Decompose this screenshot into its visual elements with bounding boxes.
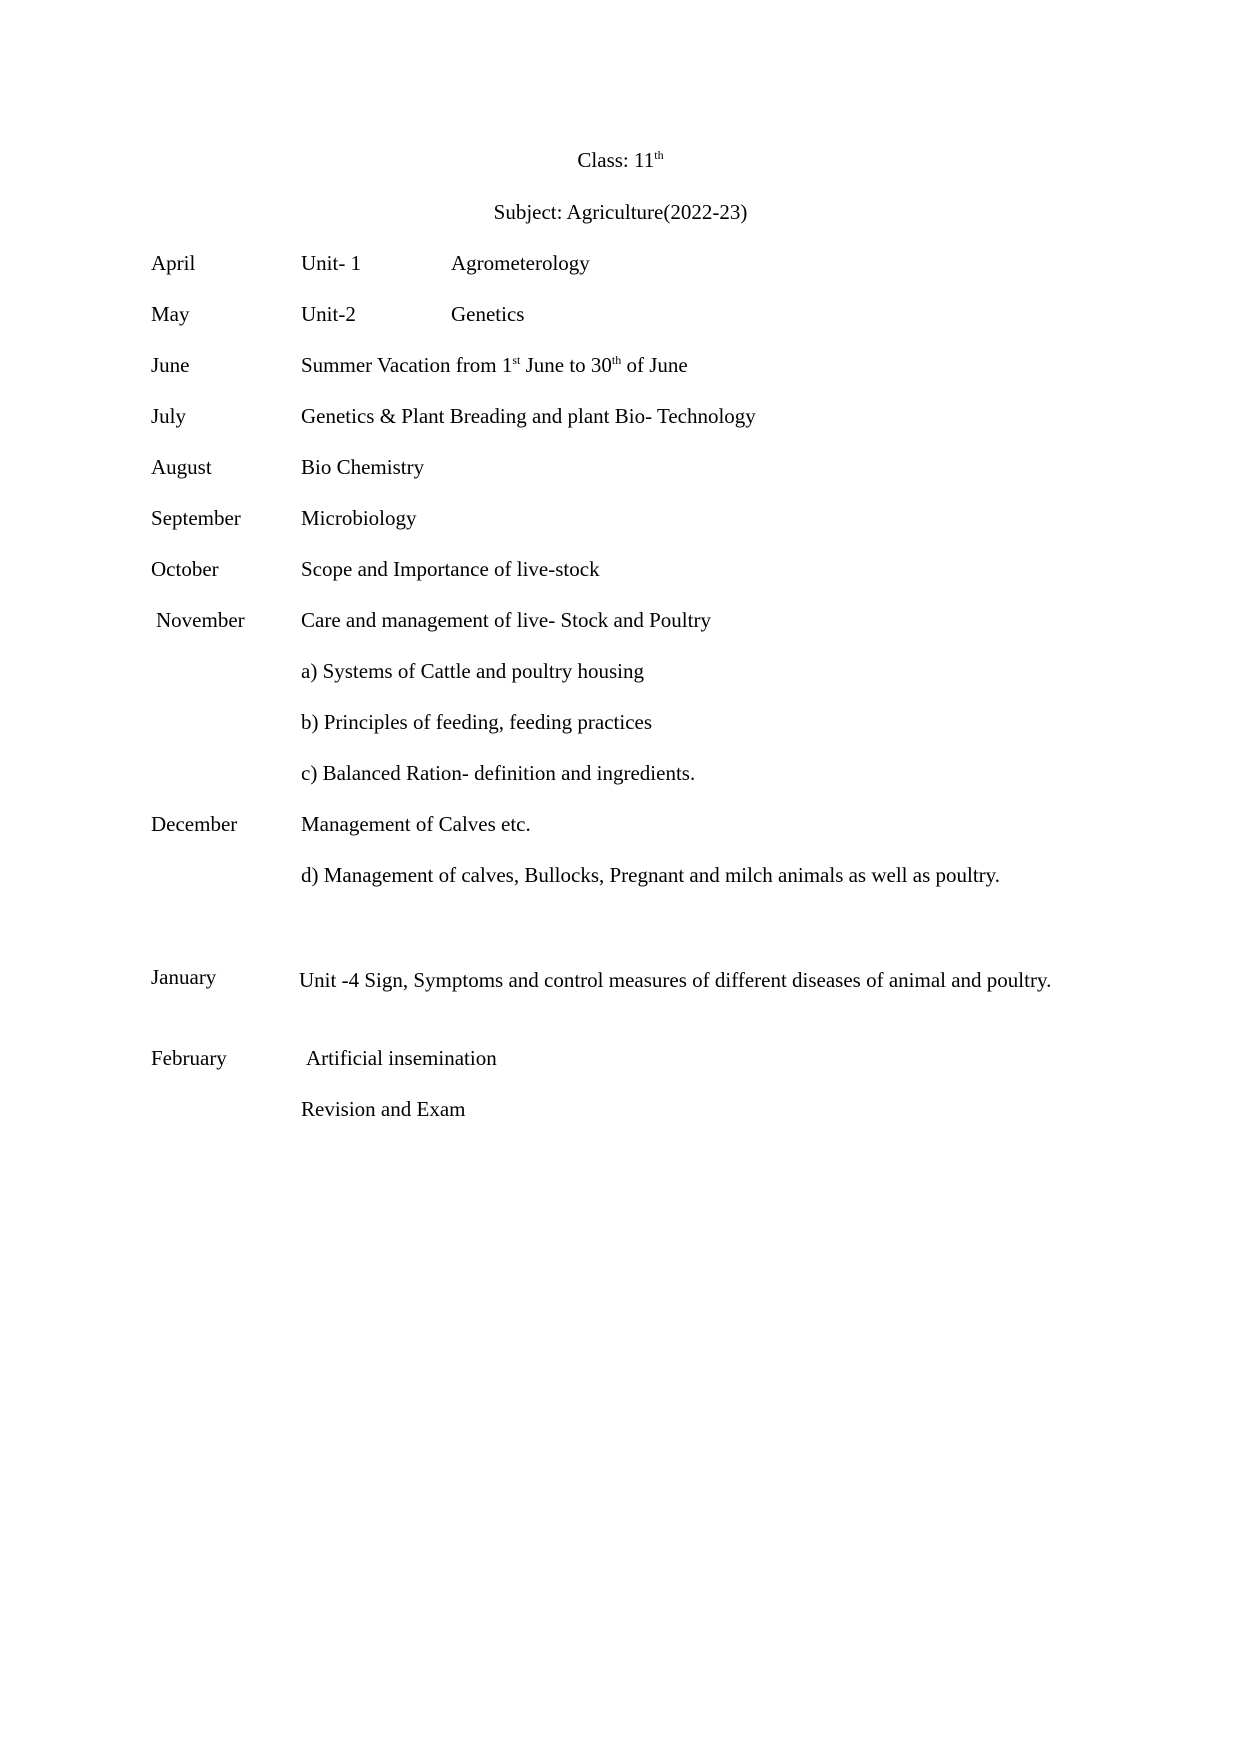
unit-label: Unit-2 — [301, 302, 356, 326]
topic-label: Agrometerology — [451, 251, 590, 275]
month-label: May — [151, 302, 190, 326]
month-label: November — [156, 608, 245, 632]
topic-text: Revision and Exam — [301, 1097, 466, 1121]
topic-text: Scope and Importance of live-stock — [301, 557, 600, 581]
month-label: June — [151, 353, 190, 377]
subtopic-text: a) Systems of Cattle and poultry housing — [301, 659, 644, 683]
month-label: September — [151, 506, 241, 530]
revision-row — [0, 1097, 1241, 1123]
schedule-row-december — [0, 812, 1241, 838]
subtopic-row — [0, 659, 1241, 685]
class-label: Class: 11 — [577, 148, 655, 172]
schedule-row-october — [0, 557, 1241, 583]
schedule-row-april — [0, 251, 1241, 277]
subtopic-row — [0, 710, 1241, 736]
unit-label: Unit- 1 — [301, 251, 362, 275]
topic-text: Bio Chemistry — [301, 455, 425, 479]
month-label: October — [151, 557, 219, 581]
month-label: December — [151, 812, 238, 836]
subtopic-row — [0, 761, 1241, 787]
month-label: August — [151, 455, 212, 479]
topic-text: Genetics & Plant Breading and plant Bio- Technology — [301, 404, 756, 428]
month-label: April — [151, 251, 196, 275]
class-superscript: th — [654, 148, 664, 162]
schedule-row-february — [0, 1046, 1241, 1072]
topic-text: Management of Calves etc. — [301, 812, 531, 836]
ordinal-suffix: st — [512, 353, 521, 367]
subtopic-text: d) Management of calves, Bullocks, Pregnant and milch animals as well as poultry. — [301, 863, 1001, 887]
schedule-row-july — [0, 404, 1241, 430]
month-label: February — [151, 1046, 227, 1070]
subtopic-text: b) Principles of feeding, feeding practices — [301, 710, 653, 734]
schedule-row-november — [0, 608, 1241, 634]
subject-heading: Subject: Agriculture(2022-23) — [493, 200, 748, 224]
subtopic-text: c) Balanced Ration- definition and ingredients. — [301, 761, 696, 785]
topic-text: Microbiology — [301, 506, 417, 530]
vacation-text-part: June to 30 — [520, 353, 612, 377]
month-label: January — [151, 965, 217, 989]
subtopic-row — [0, 863, 1241, 889]
ordinal-suffix: th — [611, 353, 622, 367]
topic-label: Genetics — [451, 302, 525, 326]
vacation-text — [301, 353, 688, 377]
topic-text: Artificial insemination — [306, 1046, 497, 1070]
class-heading — [0, 148, 1241, 172]
schedule-row-august — [0, 455, 1241, 481]
schedule-row-may — [0, 302, 1241, 328]
topic-text: Care and management of live- Stock and Poultry — [301, 608, 711, 632]
month-label: July — [151, 404, 187, 428]
vacation-text-part: of June — [621, 353, 688, 377]
vacation-text-part: Summer Vacation from 1 — [301, 353, 513, 377]
topic-text: Unit -4 Sign, Symptoms and control measures of different diseases of animal and poultry. — [299, 968, 1052, 992]
schedule-row-january — [0, 965, 1241, 991]
schedule-row-september — [0, 506, 1241, 532]
schedule-row-june — [0, 353, 1241, 379]
